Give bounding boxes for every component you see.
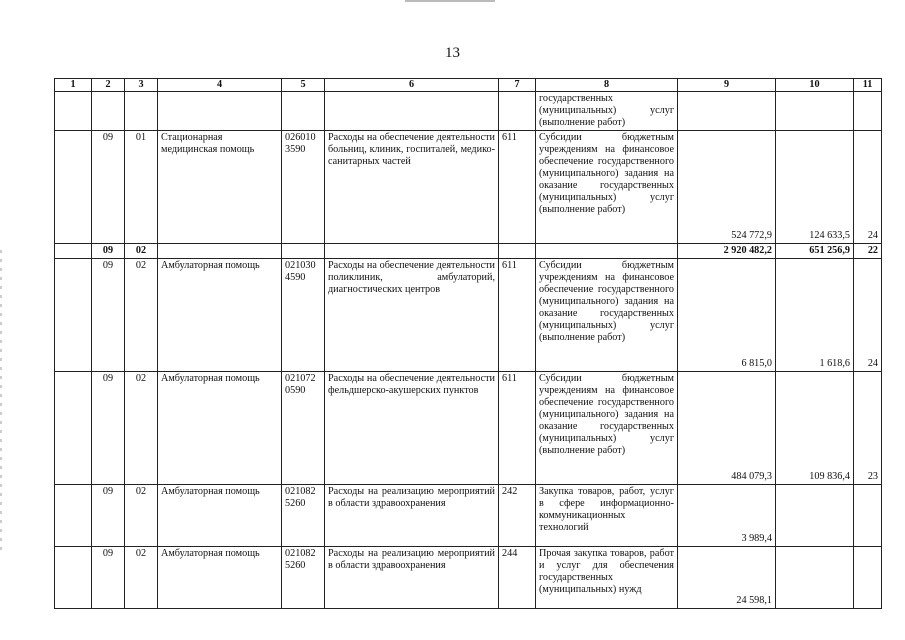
table-cell-c1 <box>55 92 92 131</box>
table-cell-c11: 24 <box>854 131 882 244</box>
table-cell-c9 <box>678 92 776 131</box>
table-cell-c11 <box>854 547 882 609</box>
table-cell-c9: 484 079,3 <box>678 372 776 485</box>
table-cell-c3: 02 <box>125 244 158 259</box>
column-header: 9 <box>678 79 776 92</box>
header-row <box>55 79 882 92</box>
column-header: 6 <box>325 79 499 92</box>
table-cell-c6: Расходы на обеспечение деятельности фельдшерско-акушерских пунктов <box>325 372 499 485</box>
table-cell-c8 <box>536 244 678 259</box>
budget-table <box>54 78 882 609</box>
table-cell-c7: 611 <box>499 131 536 244</box>
column-header: 2 <box>92 79 125 92</box>
table-cell-c10: 1 618,6 <box>776 259 854 372</box>
table-cell-c7: 242 <box>499 485 536 547</box>
table-cell-c8: Субсидии бюджетным учреждениям на финансовое обеспечение государственного (муниципального) задания на оказание государственных (муниципальных) услуг (выполнение работ) <box>536 131 678 244</box>
page-number: 13 <box>445 45 460 61</box>
table-cell-c4: Амбулаторная помощь <box>158 259 282 372</box>
column-header: 3 <box>125 79 158 92</box>
table-cell-c9: 2 920 482,2 <box>678 244 776 259</box>
table-cell-c2: 09 <box>92 259 125 372</box>
table-cell-c2: 09 <box>92 372 125 485</box>
table-row <box>55 244 882 259</box>
table-cell-c9: 6 815,0 <box>678 259 776 372</box>
table-cell-c3: 02 <box>125 547 158 609</box>
table-cell-c4 <box>158 92 282 131</box>
column-header: 8 <box>536 79 678 92</box>
table-cell-c8: Субсидии бюджетным учреждениям на финансовое обеспечение государственного (муниципального) задания на оказание государственных (муниципальных) услуг (выполнение работ) <box>536 372 678 485</box>
table-cell-c5: 021072 0590 <box>282 372 325 485</box>
table-cell-c8: государственных (муниципальных) услуг (выполнение работ) <box>536 92 678 131</box>
table-cell-c1 <box>55 131 92 244</box>
column-header: 4 <box>158 79 282 92</box>
table-cell-c10: 651 256,9 <box>776 244 854 259</box>
table-cell-c6: Расходы на обеспечение деятельности больниц, клиник, госпиталей, медико-санитарных частей <box>325 131 499 244</box>
table-cell-c10 <box>776 485 854 547</box>
table-cell-c1 <box>55 547 92 609</box>
table-cell-c7: 611 <box>499 372 536 485</box>
table-row <box>55 547 882 609</box>
table-cell-c7: 611 <box>499 259 536 372</box>
table-cell-c3 <box>125 92 158 131</box>
table-cell-c11 <box>854 485 882 547</box>
table-cell-c9: 3 989,4 <box>678 485 776 547</box>
table-row <box>55 485 882 547</box>
column-header: 1 <box>55 79 92 92</box>
table-cell-c10: 124 633,5 <box>776 131 854 244</box>
table-cell-c4: Амбулаторная помощь <box>158 547 282 609</box>
table-cell-c2: 09 <box>92 547 125 609</box>
table-cell-c11: 24 <box>854 259 882 372</box>
table-cell-c1 <box>55 485 92 547</box>
table-cell-c6: Расходы на обеспечение деятельности поликлиник, амбулаторий, диагностических центров <box>325 259 499 372</box>
table-row <box>55 92 882 131</box>
table-cell-c4: Стационарная медицинская помощь <box>158 131 282 244</box>
column-header: 10 <box>776 79 854 92</box>
table-cell-c10 <box>776 547 854 609</box>
table-cell-c1 <box>55 372 92 485</box>
column-header: 5 <box>282 79 325 92</box>
table-cell-c4 <box>158 244 282 259</box>
scan-edge <box>0 250 2 550</box>
table-cell-c2: 09 <box>92 131 125 244</box>
table-cell-c1 <box>55 244 92 259</box>
table-row <box>55 131 882 244</box>
table-cell-c5: 021030 4590 <box>282 259 325 372</box>
table-cell-c9: 524 772,9 <box>678 131 776 244</box>
table-cell-c10: 109 836,4 <box>776 372 854 485</box>
table-cell-c7: 244 <box>499 547 536 609</box>
table-cell-c8: Субсидии бюджетным учреждениям на финансовое обеспечение государственного (муниципального) задания на оказание государственных (муниципальных) услуг (выполнение работ) <box>536 259 678 372</box>
table-cell-c7 <box>499 92 536 131</box>
table-cell-c9: 24 598,1 <box>678 547 776 609</box>
table-cell-c11: 23 <box>854 372 882 485</box>
table-cell-c3: 02 <box>125 259 158 372</box>
table-body <box>55 92 882 609</box>
table-row <box>55 372 882 485</box>
table-cell-c11: 22 <box>854 244 882 259</box>
table-cell-c2 <box>92 92 125 131</box>
table-cell-c5 <box>282 92 325 131</box>
table-cell-c11 <box>854 92 882 131</box>
table-cell-c3: 02 <box>125 372 158 485</box>
table-cell-c8: Закупка товаров, работ, услуг в сфере информационно-коммуникационных технологий <box>536 485 678 547</box>
table-cell-c2: 09 <box>92 485 125 547</box>
table-cell-c5: 021082 5260 <box>282 485 325 547</box>
table-cell-c5: 021082 5260 <box>282 547 325 609</box>
table-cell-c3: 02 <box>125 485 158 547</box>
column-header: 11 <box>854 79 882 92</box>
table-cell-c8: Прочая закупка товаров, работ и услуг для обеспечения государственных (муниципальных) нужд <box>536 547 678 609</box>
table-cell-c5 <box>282 244 325 259</box>
table-cell-c3: 01 <box>125 131 158 244</box>
table-cell-c10 <box>776 92 854 131</box>
table-row <box>55 259 882 372</box>
table-cell-c7 <box>499 244 536 259</box>
table-cell-c6: Расходы на реализацию мероприятий в области здравоохранения <box>325 547 499 609</box>
table-cell-c6: Расходы на реализацию мероприятий в области здравоохранения <box>325 485 499 547</box>
table-cell-c2: 09 <box>92 244 125 259</box>
table-cell-c4: Амбулаторная помощь <box>158 372 282 485</box>
column-header: 7 <box>499 79 536 92</box>
scan-mark <box>405 0 495 2</box>
table-cell-c6 <box>325 92 499 131</box>
table-cell-c1 <box>55 259 92 372</box>
table-cell-c5: 026010 3590 <box>282 131 325 244</box>
table-cell-c6 <box>325 244 499 259</box>
table-cell-c4: Амбулаторная помощь <box>158 485 282 547</box>
